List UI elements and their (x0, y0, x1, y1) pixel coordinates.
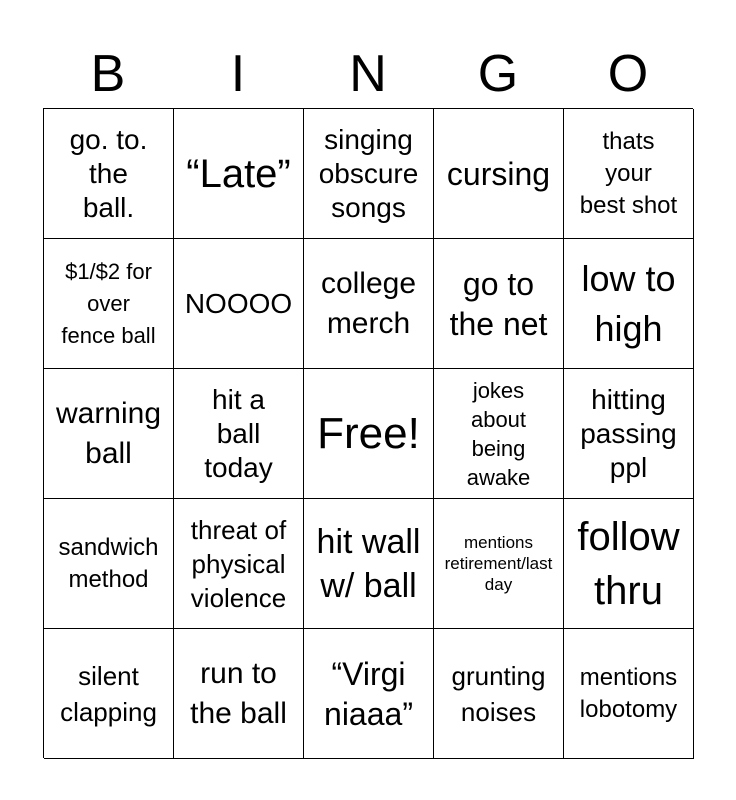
header-letter-n: N (349, 45, 387, 103)
bingo-cell[interactable] (434, 239, 564, 369)
bingo-cell[interactable] (174, 369, 304, 499)
cell-text: thats your best shot (579, 127, 678, 219)
cell-text: “Late” (186, 151, 291, 196)
header-letter-g: G (477, 45, 519, 103)
cell-text: run to the ball (190, 656, 287, 730)
cell-text: low to high (581, 257, 676, 349)
bingo-card (43, 108, 693, 758)
free-space-cell[interactable] (304, 369, 434, 499)
bingo-cell[interactable] (44, 109, 174, 239)
bingo-cell[interactable] (564, 109, 694, 239)
cell-text: college merch (320, 266, 417, 340)
bingo-cell[interactable] (434, 109, 564, 239)
cell-text: “Virgi niaaa” (324, 655, 413, 732)
bingo-cell[interactable] (304, 109, 434, 239)
bingo-cell[interactable] (174, 109, 304, 239)
cell-text: grunting noises (451, 660, 546, 727)
cell-text: threat of physical violence (190, 514, 287, 613)
cell-text: NOOOO (184, 287, 293, 319)
cell-text: silent clapping (60, 660, 157, 727)
cell-text: cursing (446, 155, 551, 192)
bingo-cell[interactable] (174, 499, 304, 629)
bingo-header (43, 40, 693, 108)
cell-text: jokes about being awake (466, 377, 531, 490)
cell-text: follow thru (577, 514, 680, 613)
cell-text: mentions lobotomy (579, 663, 678, 723)
header-letter-o: O (607, 45, 649, 103)
header-letter-i: I (230, 45, 246, 103)
cell-text: singing obscure songs (318, 123, 419, 223)
bingo-cell[interactable] (564, 369, 694, 499)
bingo-cell[interactable] (174, 629, 304, 759)
bingo-cell[interactable] (44, 499, 174, 629)
bingo-cell[interactable] (304, 499, 434, 629)
cell-text: hitting passing ppl (580, 383, 677, 483)
cell-text: warning ball (55, 396, 162, 470)
bingo-cell[interactable] (564, 629, 694, 759)
bingo-cell[interactable] (174, 239, 304, 369)
header-letter-b: B (90, 45, 126, 103)
bingo-cell[interactable] (434, 499, 564, 629)
cell-text: $1/$2 for over fence ball (61, 258, 156, 348)
cell-text: go. to. the ball. (69, 123, 148, 223)
bingo-cell[interactable] (44, 239, 174, 369)
bingo-cell[interactable] (434, 369, 564, 499)
bingo-cell[interactable] (304, 629, 434, 759)
cell-text: hit a ball today (204, 383, 273, 483)
free-space-text: Free! (317, 408, 420, 458)
bingo-cell[interactable] (44, 629, 174, 759)
bingo-cell[interactable] (564, 239, 694, 369)
cell-text: mentions retirement/last day (444, 533, 553, 594)
bingo-cell[interactable] (564, 499, 694, 629)
bingo-cell[interactable] (434, 629, 564, 759)
cell-text: go to the net (449, 265, 548, 342)
bingo-cell[interactable] (304, 239, 434, 369)
cell-text: hit wall w/ ball (316, 522, 421, 605)
cell-text: sandwich method (58, 533, 159, 593)
bingo-cell[interactable] (44, 369, 174, 499)
